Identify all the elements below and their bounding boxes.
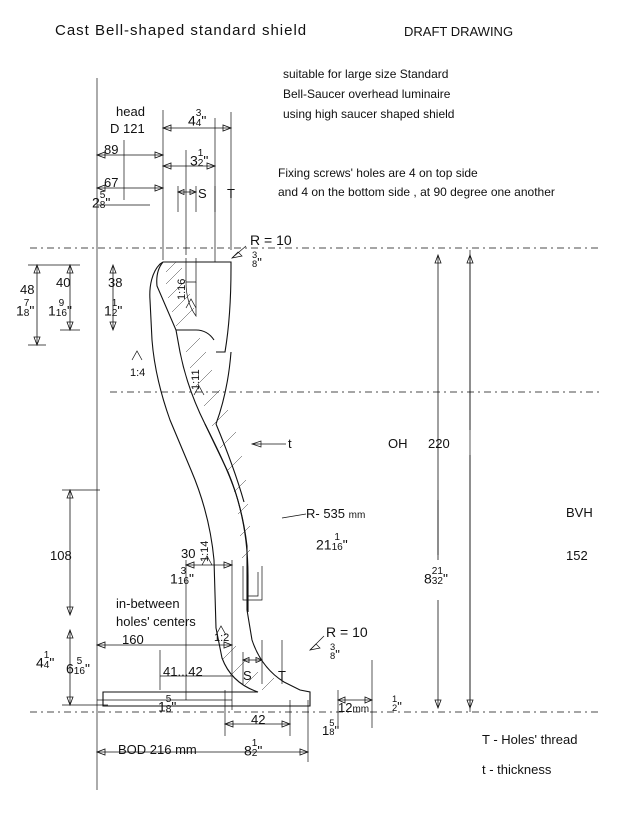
note-line-2: Bell-Saucer overhead luminaire	[283, 87, 451, 101]
dim-1-1-2: 1 1 2 "	[104, 297, 123, 319]
head-label: head	[116, 104, 145, 119]
bod-label: BOD 216 mm	[118, 742, 197, 757]
taper-1-14-label: 1:14	[199, 540, 211, 562]
legend-thread: T - Holes' thread	[482, 732, 578, 747]
dim-8-21-32: 8 21 32 "	[424, 565, 448, 587]
radius-main-label: R- 535 mm	[306, 506, 366, 521]
legend-thickness: t - thickness	[482, 762, 552, 777]
radius-main-inch: 21 1 16 "	[316, 531, 348, 553]
dim-41-42: 41...42	[163, 664, 203, 679]
thread-t-top-label: T	[227, 186, 235, 201]
thickness-label: t	[288, 436, 292, 451]
bvh-label: BVH	[566, 505, 593, 520]
dim-half-inch: 1 2 "	[392, 693, 402, 714]
dim-6-5-16: 6 5 16 "	[66, 655, 90, 677]
dim-38: 38	[108, 275, 123, 290]
bvh-value: 152	[566, 548, 588, 563]
dim-30: 30	[181, 546, 196, 561]
dim-1-7-8: 1 7 8 "	[16, 297, 35, 319]
fixing-note-2: and 4 on the bottom side , at 90 degree one another	[278, 185, 555, 199]
dim-1-3-16: 1 3 16 "	[170, 565, 194, 587]
dim-108: 108	[50, 548, 72, 563]
note-line-3: using high saucer shaped shield	[283, 107, 455, 121]
wall-12mm: 12mm	[338, 700, 370, 715]
dim-4-3-4: 4 3 4 "	[188, 107, 207, 129]
dim-40: 40	[56, 275, 71, 290]
taper-1-4-label: 1:4	[130, 367, 146, 379]
dim-3-1-2: 3 1 2 "	[190, 147, 209, 169]
dim-89: 89	[104, 142, 119, 157]
taper-1-2-label: 1:2	[214, 632, 230, 644]
in-between-line-1: in-between	[116, 596, 180, 611]
oh-label: OH	[388, 436, 408, 451]
dim-2-5-8: 2 5 8 "	[92, 189, 111, 211]
in-between-line-2: holes' centers	[116, 614, 196, 629]
fixing-note-1: Fixing screws' holes are 4 on top side	[278, 166, 478, 180]
taper-1-11-label: 1:11	[190, 369, 202, 390]
thread-s-top-label: S	[198, 186, 207, 201]
head-diameter-label: D 121	[110, 121, 145, 136]
thread-s-bottom-label: S	[243, 668, 252, 683]
note-line-1: suitable for large size Standard	[283, 67, 449, 81]
dim-8-1-2: 8 1 2 "	[244, 737, 263, 759]
dim-42: 42	[251, 712, 266, 727]
dim-1-5-8-low: 1 5 8 "	[322, 717, 340, 738]
dim-4-1-4: 4 1 4 "	[36, 649, 55, 671]
dim-67: 67	[104, 175, 119, 190]
dim-1-5-8-mid: 1 5 8 "	[158, 693, 177, 715]
dim-1-9-16: 1 9 16 "	[48, 297, 72, 319]
radius-bottom-label: R = 10	[326, 624, 368, 640]
radius-top-label: R = 10	[250, 232, 292, 248]
draft-label: DRAFT DRAWING	[404, 24, 514, 39]
oh-value: 220	[428, 436, 450, 451]
thread-t-bottom-label: T	[278, 668, 286, 683]
radius-top-inch: 3 8 "	[252, 249, 262, 270]
taper-1-16-label: 1:16	[176, 278, 188, 300]
dim-48: 48	[20, 282, 35, 297]
dim-160: 160	[122, 632, 144, 647]
radius-bottom-inch: 3 8 "	[330, 641, 340, 662]
page-title: Cast Bell-shaped standard shield	[55, 22, 308, 39]
